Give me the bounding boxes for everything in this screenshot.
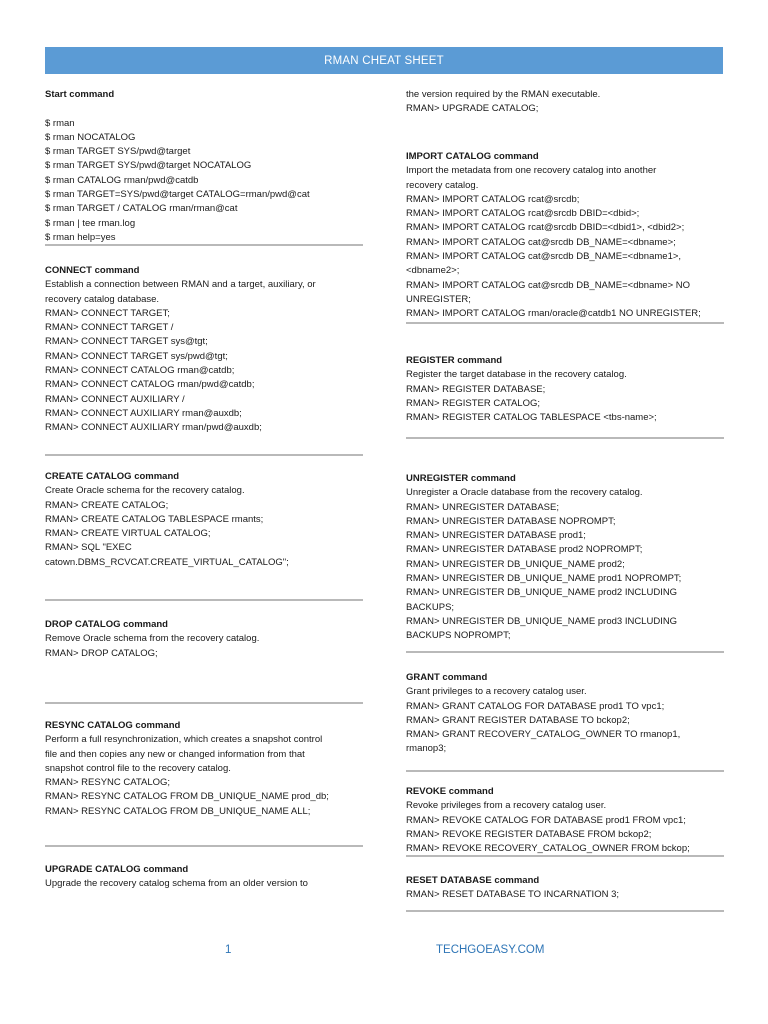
section-divider [406, 651, 724, 653]
section-line: Upgrade the recovery catalog schema from an older version to [45, 878, 308, 890]
section-line: RMAN> UNREGISTER DATABASE; [406, 501, 559, 513]
section-line: RMAN> CONNECT CATALOG rman/pwd@catdb; [45, 379, 255, 391]
section-title: REGISTER command [406, 355, 503, 366]
section-line: $ rman help=yes [45, 231, 116, 243]
section-line: RMAN> GRANT RECOVERY_CATALOG_OWNER TO rmanop1, [406, 729, 681, 741]
section-register-command [406, 354, 724, 437]
section-line: RMAN> GRANT REGISTER DATABASE TO bckop2; [406, 714, 630, 726]
section-line: RMAN> RESYNC CATALOG; [45, 777, 171, 789]
section-line: RMAN> UNREGISTER DB_UNIQUE_NAME prod3 INCLUDING [406, 615, 678, 627]
section-line: rmanop3; [406, 743, 447, 755]
section-line: RMAN> CREATE VIRTUAL CATALOG; [45, 528, 211, 540]
page-title-banner [45, 47, 723, 74]
section-line: RMAN> CREATE CATALOG TABLESPACE rmants; [45, 513, 264, 525]
right-column [406, 88, 724, 912]
section-line: RMAN> IMPORT CATALOG cat@srcdb DB_NAME=<dbname>; [406, 236, 676, 248]
section-line: RMAN> REVOKE REGISTER DATABASE FROM bckop2; [406, 828, 652, 840]
section-line: $ rman CATALOG rman/pwd@catdb [45, 174, 199, 186]
section-line: Import the metadata from one recovery catalog into another [406, 165, 657, 177]
section-line: RMAN> DROP CATALOG; [45, 647, 158, 659]
section-title: Start command [45, 89, 115, 100]
section-line: $ rman NOCATALOG [45, 131, 136, 143]
section-line: catown.DBMS_RCVCAT.CREATE_VIRTUAL_CATALOG"; [45, 556, 289, 568]
section-title: DROP CATALOG command [45, 619, 168, 630]
left-column [45, 88, 363, 892]
section-line: Grant privileges to a recovery catalog user. [406, 686, 587, 698]
section-line: RMAN> REGISTER CATALOG TABLESPACE <tbs-name>; [406, 412, 657, 424]
section-line: RMAN> UNREGISTER DB_UNIQUE_NAME prod2 INCLUDING [406, 587, 678, 599]
section-create-catalog-command [45, 470, 363, 599]
section-title: IMPORT CATALOG command [406, 151, 539, 162]
section-title: CONNECT command [45, 265, 140, 276]
section-title: UNREGISTER command [406, 473, 516, 484]
section-line: RMAN> IMPORT CATALOG cat@srcdb DB_NAME=<dbname> NO [406, 279, 691, 291]
section-line: snapshot control file to the recovery catalog. [45, 762, 231, 774]
page-title: RMAN CHEAT SHEET [324, 54, 444, 67]
section-line: RMAN> UNREGISTER DATABASE prod2 NOPROMPT; [406, 544, 643, 556]
section-line: Remove Oracle schema from the recovery catalog. [45, 633, 260, 645]
section-line: RMAN> UNREGISTER DATABASE NOPROMPT; [406, 515, 616, 527]
section-divider [45, 454, 363, 456]
section-line: RMAN> UNREGISTER DB_UNIQUE_NAME prod1 NOPROMPT; [406, 573, 682, 585]
section-line: RMAN> IMPORT CATALOG rcat@srcdb; [406, 193, 580, 205]
section-start-command [45, 88, 363, 244]
section-line: RMAN> CONNECT TARGET sys/pwd@tgt; [45, 350, 228, 362]
section-divider [406, 322, 724, 324]
section-divider [406, 437, 724, 439]
section-upgrade-catalog-continued [406, 88, 724, 135]
section-title: RESYNC CATALOG command [45, 720, 181, 731]
section-line: recovery catalog. [406, 179, 479, 191]
section-line: $ rman [45, 117, 75, 129]
section-resync-catalog-command [45, 719, 363, 845]
section-line: RMAN> CONNECT CATALOG rman@catdb; [45, 365, 235, 377]
section-line: Register the target database in the recovery catalog. [406, 369, 627, 381]
section-revoke-command [406, 785, 724, 855]
section-upgrade-catalog-command [45, 863, 363, 892]
section-divider [406, 910, 724, 912]
section-line: Perform a full resynchronization, which creates a snapshot control [45, 734, 323, 746]
section-line: RMAN> REVOKE CATALOG FOR DATABASE prod1 FROM vpc1; [406, 814, 686, 826]
section-line: RMAN> CONNECT TARGET; [45, 307, 170, 319]
section-unregister-command [406, 472, 724, 651]
section-line: RMAN> GRANT CATALOG FOR DATABASE prod1 TO vpc1; [406, 700, 665, 712]
section-line: BACKUPS NOPROMPT; [406, 630, 511, 642]
section-line: recovery catalog database. [45, 293, 160, 305]
section-line: Unregister a Oracle database from the recovery catalog. [406, 487, 643, 499]
page-number: 1 [225, 944, 232, 956]
section-title: GRANT command [406, 672, 488, 683]
section-line: Create Oracle schema for the recovery catalog. [45, 485, 245, 497]
section-line: Revoke privileges from a recovery catalog user. [406, 800, 607, 812]
section-connect-command [45, 264, 363, 454]
section-line: RMAN> CONNECT AUXILIARY / [45, 393, 185, 405]
section-line: RMAN> RESYNC CATALOG FROM DB_UNIQUE_NAME ALL; [45, 805, 311, 817]
section-import-catalog-command [406, 150, 724, 322]
section-line: RMAN> UNREGISTER DATABASE prod1; [406, 530, 586, 542]
section-line: RMAN> UPGRADE CATALOG; [406, 103, 539, 115]
section-line: UNREGISTER; [406, 293, 471, 305]
section-title: CREATE CATALOG command [45, 471, 180, 482]
section-reset-database-command [406, 874, 724, 910]
section-line: RMAN> IMPORT CATALOG rcat@srcdb DBID=<dbid>; [406, 208, 640, 220]
section-line: RMAN> CONNECT TARGET / [45, 322, 174, 334]
section-line: RMAN> IMPORT CATALOG rcat@srcdb DBID=<dbid1>, <dbid2>; [406, 222, 685, 234]
section-line: RMAN> UNREGISTER DB_UNIQUE_NAME prod2; [406, 558, 625, 570]
section-drop-catalog-command [45, 618, 363, 702]
section-line: file and then copies any new or changed information from that [45, 748, 305, 760]
section-line: <dbname2>; [406, 265, 460, 277]
section-line: BACKUPS; [406, 601, 455, 613]
section-title: UPGRADE CATALOG command [45, 864, 189, 875]
section-line: $ rman TARGET SYS/pwd@target [45, 146, 191, 158]
section-line: RMAN> IMPORT CATALOG cat@srcdb DB_NAME=<dbname1>, [406, 251, 682, 263]
section-line: the version required by the RMAN executable. [406, 89, 601, 100]
section-line: $ rman TARGET=SYS/pwd@target CATALOG=rman/pwd@cat [45, 189, 310, 201]
section-title: REVOKE command [406, 786, 494, 797]
section-line: RMAN> RESET DATABASE TO INCARNATION 3; [406, 889, 620, 901]
section-line: RMAN> REGISTER DATABASE; [406, 383, 546, 395]
section-line: RMAN> CONNECT AUXILIARY rman/pwd@auxdb; [45, 422, 262, 434]
section-line: RMAN> REGISTER CATALOG; [406, 397, 540, 409]
section-divider [45, 845, 363, 847]
section-line: Establish a connection between RMAN and a target, auxiliary, or [45, 279, 316, 291]
section-line: RMAN> SQL "EXEC [45, 542, 132, 554]
section-grant-command [406, 671, 724, 770]
section-line: RMAN> CONNECT AUXILIARY rman@auxdb; [45, 407, 242, 419]
section-divider [406, 770, 724, 772]
section-line: RMAN> CREATE CATALOG; [45, 499, 169, 511]
section-line: $ rman | tee rman.log [45, 217, 136, 229]
section-line: RMAN> REVOKE RECOVERY_CATALOG_OWNER FROM bckop; [406, 843, 690, 855]
section-line: $ rman TARGET SYS/pwd@target NOCATALOG [45, 160, 252, 172]
section-divider [45, 702, 363, 704]
section-line: $ rman TARGET / CATALOG rman/rman@cat [45, 203, 238, 215]
footer-site-link[interactable]: TECHGOEASY.COM [436, 944, 545, 956]
section-line: RMAN> RESYNC CATALOG FROM DB_UNIQUE_NAME prod_db; [45, 791, 329, 803]
section-line: RMAN> IMPORT CATALOG rman/oracle@catdb1 NO UNREGISTER; [406, 308, 701, 320]
section-title: RESET DATABASE command [406, 875, 540, 886]
section-divider [45, 599, 363, 601]
section-line: RMAN> CONNECT TARGET sys@tgt; [45, 336, 208, 348]
